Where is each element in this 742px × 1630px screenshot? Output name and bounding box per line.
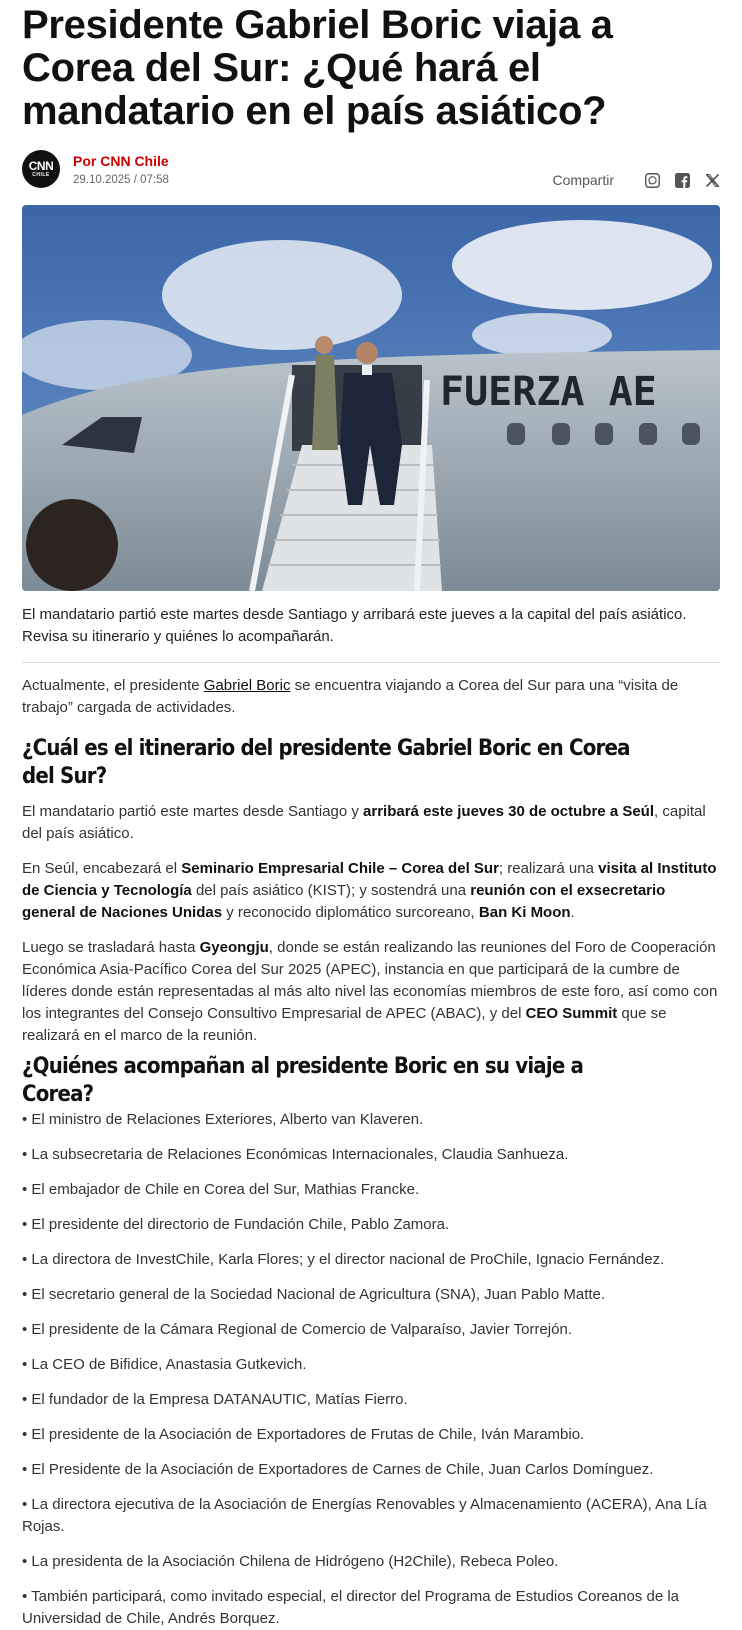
author-link[interactable]: Por CNN Chile <box>73 152 169 169</box>
list-item: • La presidenta de la Asociación Chilena de Hidrógeno (H2Chile), Rebeca Poleo. <box>22 1551 720 1573</box>
text: ; realizará una <box>498 860 599 877</box>
share-label: Compartir <box>552 172 614 188</box>
bold-text: reunión con el exsecretario general de Naciones Unidas <box>22 882 666 921</box>
hero-image <box>22 205 720 591</box>
text: que se realizará en el marco de la reunión. <box>22 1005 667 1044</box>
companions-list <box>22 1109 720 1630</box>
list-item: • La directora ejecutiva de la Asociación de Energías Renovables y Almacenamiento (ACERA), Ana Lía Rojas. <box>22 1494 720 1538</box>
paragraph-intro <box>22 675 720 719</box>
heading-itinerary: ¿Cuál es el itinerario del presidente Gabriel Boric en Corea del Sur? <box>22 736 630 789</box>
byline <box>22 149 720 189</box>
gabriel-boric-link[interactable]: Gabriel Boric <box>203 677 291 694</box>
text: , donde se están realizando las reuniones del Foro de Cooperación Económica Asia-Pacífico Corea del Sur 2025 (APEC), instancia en que participará de la cumbre de líderes donde están representadas al más alto nivel las economías miembros de este foro, así como con los integrantes del Consejo Consultivo Empresarial de APEC (ABAC), y del <box>22 939 718 1022</box>
list-item: • El ministro de Relaciones Exteriores, Alberto van Klaveren. <box>22 1109 720 1131</box>
list-item: • También participará, como invitado especial, el director del Programa de Estudios Coreanos de la Universidad de Chile, Andrés Borquez. <box>22 1586 720 1630</box>
divider <box>22 662 720 663</box>
publish-date: 29.10.2025 / 07:58 <box>73 173 169 186</box>
share-bar <box>553 172 720 188</box>
list-item: • El embajador de Chile en Corea del Sur, Mathias Francke. <box>22 1179 720 1201</box>
list-item: • El presidente de la Cámara Regional de Comercio de Valparaíso, Javier Torrejón. <box>22 1319 720 1341</box>
text: Luego se trasladará hasta <box>22 939 200 956</box>
text: . <box>570 904 575 921</box>
text: y reconocido diplomático surcoreano, <box>222 904 479 921</box>
text: El mandatario partió este martes desde Santiago y <box>22 803 364 820</box>
heading-companions: ¿Quiénes acompañan al presidente Boric en su viaje a Corea? <box>22 1054 584 1107</box>
text: se encuentra viajando a Corea del Sur para una “visita de trabajo” cargada de actividades. <box>22 677 679 716</box>
bold-text: Seminario Empresarial Chile – Corea del Sur <box>181 860 499 877</box>
list-item: • La subsecretaria de Relaciones Económicas Internacionales, Claudia Sanhueza. <box>22 1144 720 1166</box>
text: , capital del país asiático. <box>22 803 706 842</box>
x-twitter-icon[interactable] <box>705 173 720 188</box>
logo-subtext: CHILE <box>32 172 50 178</box>
logo-text: CNN <box>28 159 54 173</box>
article-title: Presidente Gabriel Boric viaja a Corea del Sur: ¿Qué hará el mandatario en el país asiático? <box>22 3 613 133</box>
list-item: • El presidente del directorio de Fundación Chile, Pablo Zamora. <box>22 1214 720 1236</box>
list-item: • El presidente de la Asociación de Exportadores de Frutas de Chile, Iván Marambio. <box>22 1424 720 1446</box>
bold-text: arribará este jueves 30 de octubre a Seúl <box>363 803 655 820</box>
text: del país asiático (KIST); y sostendrá una <box>191 882 471 899</box>
list-item: • El Presidente de la Asociación de Exportadores de Carnes de Chile, Juan Carlos Domínguez. <box>22 1459 720 1481</box>
article-lead: El mandatario partió este martes desde Santiago y arribará este jueves a la capital del país asiático. Revisa su itinerario y quiénes lo acompañarán. <box>22 606 687 645</box>
whatsapp-icon[interactable] <box>645 173 660 188</box>
list-item: • La directora de InvestChile, Karla Flores; y el director nacional de ProChile, Ignacio Fernández. <box>22 1249 720 1271</box>
paragraph-departure <box>22 801 720 845</box>
paragraph-gyeongju <box>22 937 720 1047</box>
paragraph-seoul <box>22 858 720 924</box>
bold-text: Gyeongju <box>199 939 269 956</box>
hero-plane-text: FUERZA AE <box>440 369 657 415</box>
list-item: • El secretario general de la Sociedad Nacional de Agricultura (SNA), Juan Pablo Matte. <box>22 1284 720 1306</box>
list-item: • La CEO de Bifidice, Anastasia Gutkevich. <box>22 1354 720 1376</box>
bold-text: visita al Instituto de Ciencia y Tecnología <box>22 860 717 899</box>
text: En Seúl, encabezará el <box>22 860 182 877</box>
text: Actualmente, el presidente <box>22 677 204 694</box>
author-block <box>73 153 169 186</box>
cnn-chile-logo[interactable] <box>22 150 60 188</box>
bold-text: CEO Summit <box>525 1005 618 1022</box>
list-item: • El fundador de la Empresa DATANAUTIC, Matías Fierro. <box>22 1389 720 1411</box>
facebook-icon[interactable] <box>675 173 690 188</box>
bold-text: Ban Ki Moon <box>478 904 571 921</box>
